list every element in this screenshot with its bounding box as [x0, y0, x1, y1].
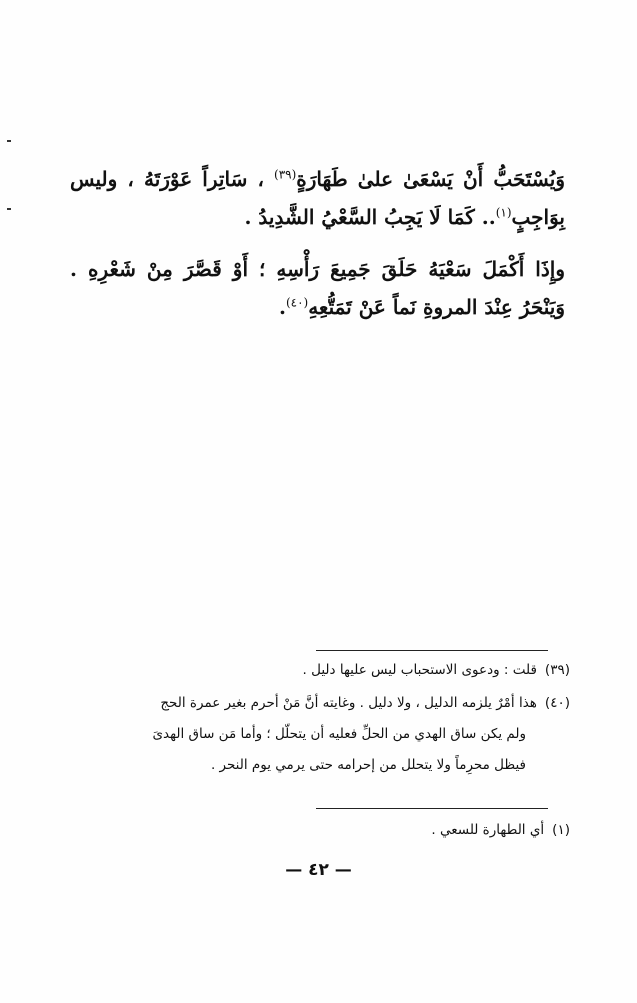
scan-mark: [7, 140, 11, 142]
footnote-divider: [316, 650, 548, 651]
paragraph-1-part-c: .. كَمَا لَا يَجِبُ السَّعْيُ الشَّدِيدُ .: [244, 205, 496, 229]
footnote-continuation: فيظل محرِماً ولا يتحلل من إحرامه حتى يرمي يوم النحر .: [210, 757, 526, 773]
paragraph-1: [70, 160, 565, 236]
footnote-ref-1[interactable]: (١): [495, 205, 512, 220]
paragraph-2-part-a: وإِذَا أَكْمَلَ سَعْيَهُ حَلَقَ جَمِيعَ رَأْسِهِ ؛ أَوْ قَصَّرَ مِنْ شَعْرِهِ . وَيَنْحَرُ عِنْدَ المروةِ نَماً عَنْ تَمَتُّعِهِ: [70, 257, 565, 319]
scan-mark: [7, 208, 11, 210]
footnote-text: قلت : ودعوى الاستحباب ليس عليها دليل .: [302, 662, 537, 678]
footnote-text: هذا أمْرٌ يلزمه الدليل ، ولا دليل . وغايته أنَّ مَنْ أحرم بغير عمرة الحج: [160, 695, 537, 711]
page-number: — ٤٢ —: [285, 860, 352, 880]
margin-note-text: أي الطهارة للسعي .: [431, 822, 545, 838]
margin-note-divider: [316, 808, 548, 809]
paragraph-1-part-b: ، سَاتِراً عَوْرَتَهُ ، وليس بِوَاجِبٍ: [70, 167, 565, 229]
margin-note-number: (١): [552, 822, 570, 838]
paragraph-1-part-a: وَيُسْتَحَبُّ أَنْ يَسْعَىٰ علىٰ طَهَارَةٍ: [296, 167, 565, 191]
margin-note-1: [50, 815, 570, 846]
footnote-40: [50, 688, 570, 781]
paragraph-2-part-b: .: [278, 295, 286, 319]
footnote-39: [50, 655, 570, 686]
footnote-number: (٤٠): [544, 695, 570, 711]
footnote-ref-39[interactable]: (٣٩): [274, 167, 297, 182]
main-text: [70, 160, 565, 326]
footnote-ref-40[interactable]: (٤٠): [285, 295, 309, 310]
paragraph-2: [70, 250, 565, 326]
footnote-number: (٣٩): [544, 662, 570, 678]
footnote-continuation: ولم يكن ساق الهدي من الحلِّ فعليه أن يتحلّل ؛ وأما مَن ساق الهدىَ: [152, 726, 526, 742]
